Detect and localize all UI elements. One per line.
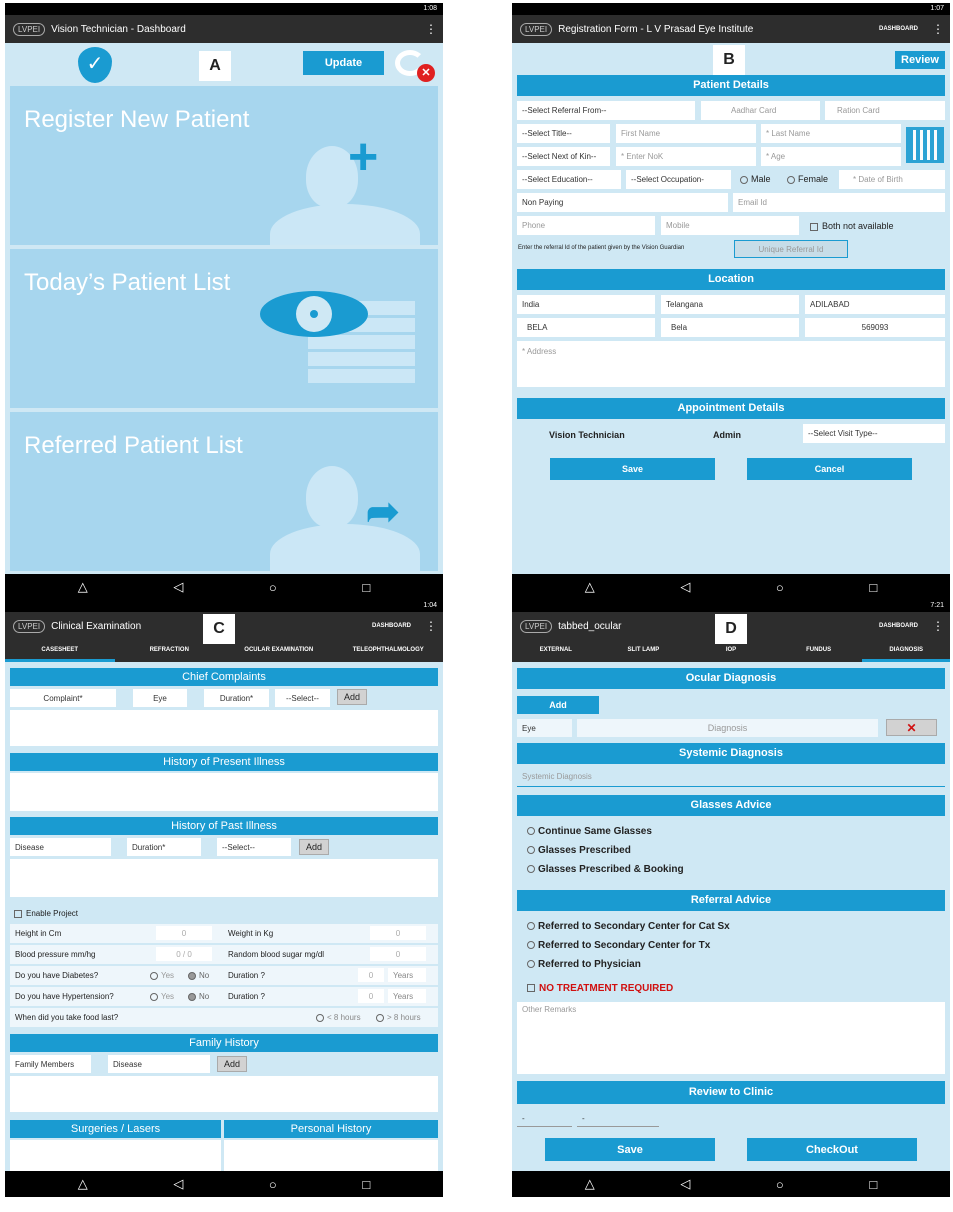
tile-title: Register New Patient bbox=[24, 106, 250, 133]
app-title: Clinical Examination bbox=[51, 620, 142, 632]
panel-clinical-exam bbox=[5, 600, 443, 1197]
remove-diagnosis-button[interactable] bbox=[886, 719, 937, 736]
option-label: Continue Same Glasses bbox=[538, 826, 652, 837]
height-field[interactable]: 0 bbox=[156, 926, 212, 940]
tab-external[interactable]: EXTERNAL bbox=[539, 646, 572, 653]
both-label: Both not available bbox=[822, 221, 894, 231]
disease-select[interactable]: Disease bbox=[10, 838, 111, 856]
state-select[interactable]: Telangana bbox=[661, 295, 799, 314]
education-select[interactable]: --Select Education-- bbox=[517, 170, 621, 189]
diabetes-row bbox=[10, 966, 438, 985]
country-select[interactable]: India bbox=[517, 295, 655, 314]
recents-icon[interactable]: □ bbox=[869, 579, 878, 595]
register-new-patient-tile[interactable] bbox=[10, 86, 438, 245]
village-select[interactable]: Bela bbox=[661, 318, 799, 337]
radio-checked-icon bbox=[188, 993, 196, 1001]
option-label: Referred to Secondary Center for Cat Sx bbox=[538, 921, 730, 932]
circle-icon[interactable]: ○ bbox=[775, 579, 784, 595]
android-nav-bar bbox=[5, 574, 443, 600]
add-disease-button[interactable]: Add bbox=[299, 839, 329, 855]
duration-label: Duration ? bbox=[228, 971, 265, 980]
complaints-list bbox=[10, 710, 438, 746]
years-label: Years bbox=[388, 989, 426, 1003]
status-bar: 1:07 bbox=[512, 3, 950, 15]
occupation-select[interactable]: --Select Occupation- bbox=[626, 170, 731, 189]
first-name-field[interactable]: First Name bbox=[616, 124, 756, 143]
radio-icon bbox=[316, 1014, 324, 1022]
eye-select[interactable]: Eye bbox=[517, 719, 572, 737]
height-label: Height in Cm bbox=[15, 929, 62, 938]
home-icon[interactable]: △ bbox=[77, 579, 88, 594]
panel-label: C bbox=[203, 614, 235, 644]
add-family-button[interactable]: Add bbox=[217, 1056, 247, 1072]
app-logo: LVPEI bbox=[520, 23, 552, 36]
personal-history-header: Personal History bbox=[224, 1120, 438, 1138]
systemic-diagnosis-header: Systemic Diagnosis bbox=[517, 743, 945, 764]
ration-card-field[interactable]: Ration Card bbox=[825, 101, 945, 120]
save-button[interactable]: Save bbox=[545, 1138, 715, 1161]
rbs-field[interactable]: 0 bbox=[370, 947, 426, 961]
hypertension-no-radio[interactable] bbox=[188, 992, 209, 1001]
review-clinic-header: Review to Clinic bbox=[517, 1081, 945, 1104]
more-menu-icon[interactable]: ⋮ bbox=[425, 22, 437, 36]
app-title: Registration Form - L V Prasad Eye Institute bbox=[558, 23, 754, 35]
diabetes-yes-radio[interactable] bbox=[150, 971, 174, 980]
app-logo: LVPEI bbox=[13, 620, 45, 633]
recents-icon[interactable]: □ bbox=[362, 1176, 371, 1192]
duration-field[interactable]: Duration* bbox=[204, 689, 269, 707]
glasses-prescribed-radio[interactable] bbox=[527, 845, 631, 856]
weight-field[interactable]: 0 bbox=[370, 926, 426, 940]
location-header: Location bbox=[517, 269, 945, 290]
years-label: Years bbox=[388, 968, 426, 982]
lt8-label: < 8 hours bbox=[327, 1013, 361, 1022]
present-illness-header: History of Present Illness bbox=[10, 753, 438, 771]
present-illness-field[interactable] bbox=[10, 773, 438, 811]
diabetes-no-radio[interactable] bbox=[188, 971, 209, 980]
radio-icon bbox=[527, 941, 535, 949]
lt8-radio[interactable] bbox=[316, 1013, 361, 1022]
android-nav-bar bbox=[5, 1171, 443, 1197]
continue-glasses-radio[interactable] bbox=[527, 826, 652, 837]
nok-field[interactable]: * Enter NoK bbox=[616, 147, 756, 166]
chief-complaints-header: Chief Complaints bbox=[10, 668, 438, 686]
paying-select[interactable]: Non Paying bbox=[517, 193, 728, 212]
tab-casesheet[interactable]: CASESHEET bbox=[5, 640, 115, 662]
option-label: Glasses Prescribed bbox=[538, 845, 631, 856]
unique-referral-field[interactable]: Unique Referral Id bbox=[734, 240, 848, 258]
ref-cat-sx-radio[interactable] bbox=[527, 921, 730, 932]
aadhar-card-field[interactable]: Aadhar Card bbox=[701, 101, 820, 120]
recents-icon[interactable]: □ bbox=[869, 1176, 878, 1192]
appointment-header: Appointment Details bbox=[517, 398, 945, 419]
enable-project-label: Enable Project bbox=[26, 909, 79, 918]
gt8-radio[interactable] bbox=[376, 1013, 421, 1022]
vitals-row-height bbox=[10, 924, 438, 943]
food-row bbox=[10, 1008, 438, 1027]
panel-registration bbox=[512, 3, 950, 600]
add-diagnosis-button[interactable]: Add bbox=[517, 696, 599, 714]
male-label: Male bbox=[751, 174, 771, 184]
no-treatment-checkbox[interactable] bbox=[527, 983, 673, 994]
enable-project-checkbox[interactable] bbox=[14, 909, 78, 918]
checkmark-shield-icon: ✓ bbox=[78, 47, 112, 83]
phone-field[interactable]: Phone bbox=[517, 216, 655, 235]
no-treatment-label: NO TREATMENT REQUIRED bbox=[539, 983, 674, 994]
referral-note: Enter the referral Id of the patient given by the Vision Guardian bbox=[518, 245, 685, 251]
referral-advice-header: Referral Advice bbox=[517, 890, 945, 911]
app-bar bbox=[512, 15, 950, 43]
panel-dashboard bbox=[5, 3, 443, 600]
tab-teleophthalmology[interactable]: TELEOPHTHALMOLOGY bbox=[352, 646, 424, 653]
diabetes-label: Do you have Diabetes? bbox=[15, 971, 99, 980]
duration-label: Duration ? bbox=[228, 992, 265, 1001]
diabetes-duration-field[interactable]: 0 bbox=[358, 968, 384, 982]
systemic-diagnosis-field[interactable]: Systemic Diagnosis bbox=[517, 767, 945, 787]
error-badge-icon: ✕ bbox=[417, 64, 435, 82]
address-field[interactable]: * Address bbox=[517, 341, 945, 387]
panel-diagnosis bbox=[512, 600, 950, 1197]
checkout-button[interactable]: CheckOut bbox=[747, 1138, 917, 1161]
more-menu-icon[interactable]: ⋮ bbox=[425, 619, 437, 633]
eye-select[interactable]: Eye bbox=[133, 689, 187, 707]
review-select-1[interactable]: - bbox=[517, 1110, 572, 1127]
both-not-available-checkbox[interactable] bbox=[810, 221, 894, 231]
option-label: Referred to Physician bbox=[538, 959, 641, 970]
review-button[interactable]: Review bbox=[895, 51, 945, 69]
review-select-2[interactable]: - bbox=[577, 1110, 659, 1127]
vitals-row-bp bbox=[10, 945, 438, 964]
hypertension-label: Do you have Hypertension? bbox=[15, 992, 114, 1001]
pincode-field[interactable]: 569093 bbox=[805, 318, 945, 337]
option-label: Glasses Prescribed & Booking bbox=[538, 864, 684, 875]
more-menu-icon[interactable]: ⋮ bbox=[932, 22, 944, 36]
mandal-select[interactable]: BELA bbox=[517, 318, 655, 337]
next-of-kin-select[interactable]: --Select Next of Kin-- bbox=[517, 147, 610, 166]
back-icon[interactable]: ◁ bbox=[680, 1176, 691, 1191]
checkbox-icon bbox=[810, 223, 818, 231]
no-label: No bbox=[199, 992, 210, 1001]
complaint-select[interactable]: Complaint* bbox=[10, 689, 116, 707]
tab-slit-lamp[interactable]: SLIT LAMP bbox=[627, 646, 660, 653]
email-field[interactable]: Email Id bbox=[733, 193, 945, 212]
last-name-field[interactable]: * Last Name bbox=[761, 124, 901, 143]
visit-type-select[interactable]: --Select Visit Type-- bbox=[803, 424, 945, 443]
panel-label: A bbox=[199, 51, 231, 81]
dashboard-link[interactable]: DASHBOARD bbox=[879, 623, 918, 629]
tile-title: Today’s Patient List bbox=[24, 269, 231, 296]
android-nav-bar bbox=[512, 1171, 950, 1197]
gt8-label: > 8 hours bbox=[387, 1013, 421, 1022]
mobile-field[interactable]: Mobile bbox=[661, 216, 799, 235]
radio-icon bbox=[150, 972, 158, 980]
tab-fundus[interactable]: FUNDUS bbox=[806, 646, 832, 653]
save-button[interactable]: Save bbox=[550, 458, 715, 480]
district-select[interactable]: ADILABAD bbox=[805, 295, 945, 314]
checkbox-icon bbox=[527, 984, 535, 992]
qr-scan-icon[interactable] bbox=[906, 127, 944, 163]
past-illness-list bbox=[10, 859, 438, 897]
cancel-button[interactable]: Cancel bbox=[747, 458, 912, 480]
android-nav-bar bbox=[512, 574, 950, 600]
referral-from-select[interactable]: --Select Referral From-- bbox=[517, 101, 695, 120]
family-history-header: Family History bbox=[10, 1034, 438, 1052]
glasses-booking-radio[interactable] bbox=[527, 864, 684, 875]
eye-icon bbox=[260, 291, 368, 337]
checkbox-icon bbox=[14, 910, 22, 918]
past-duration-field[interactable]: Duration* bbox=[127, 838, 201, 856]
add-complaint-button[interactable]: Add bbox=[337, 689, 367, 705]
person-forward-icon: ➦ bbox=[270, 466, 420, 571]
more-menu-icon[interactable]: ⋮ bbox=[932, 619, 944, 633]
food-label: When did you take food last? bbox=[15, 1013, 119, 1022]
female-label: Female bbox=[798, 174, 829, 184]
surgeries-header: Surgeries / Lasers bbox=[10, 1120, 221, 1138]
app-logo: LVPEI bbox=[13, 23, 45, 36]
referred-patient-list-tile[interactable] bbox=[10, 412, 438, 571]
ref-physician-radio[interactable] bbox=[527, 959, 641, 970]
no-label: No bbox=[199, 971, 210, 980]
weight-label: Weight in Kg bbox=[228, 929, 274, 938]
status-bar: 7:21 bbox=[512, 600, 950, 612]
panel-label: B bbox=[713, 45, 745, 75]
tab-iop[interactable]: IOP bbox=[725, 646, 737, 653]
dashboard-link[interactable]: DASHBOARD bbox=[372, 623, 411, 629]
bp-label: Blood pressure mm/hg bbox=[15, 950, 96, 959]
family-history-list bbox=[10, 1076, 438, 1112]
radio-icon bbox=[527, 922, 535, 930]
sync-error-icon[interactable] bbox=[393, 48, 435, 80]
update-button[interactable]: Update bbox=[303, 51, 384, 75]
recents-icon[interactable]: □ bbox=[362, 579, 371, 595]
person-add-icon: + bbox=[270, 146, 420, 245]
option-label: Referred to Secondary Center for Tx bbox=[538, 940, 711, 951]
circle-icon[interactable]: ○ bbox=[775, 1176, 784, 1192]
tile-title: Referred Patient List bbox=[24, 432, 243, 459]
family-members-select[interactable]: Family Members bbox=[10, 1055, 91, 1073]
family-disease-select[interactable]: Disease bbox=[108, 1055, 210, 1073]
circle-icon[interactable]: ○ bbox=[268, 1176, 277, 1192]
radio-icon bbox=[150, 993, 158, 1001]
tab-refraction[interactable]: REFRACTION bbox=[149, 646, 189, 653]
app-title: tabbed_ocular bbox=[558, 620, 622, 632]
gender-female-radio[interactable] bbox=[787, 174, 828, 184]
dashboard-link[interactable]: DASHBOARD bbox=[879, 26, 918, 32]
radio-icon bbox=[740, 176, 748, 184]
home-icon[interactable]: △ bbox=[584, 1176, 595, 1191]
gender-male-radio[interactable] bbox=[740, 174, 771, 184]
bp-field[interactable]: 0 / 0 bbox=[156, 947, 212, 961]
app-title: Vision Technician - Dashboard bbox=[51, 23, 186, 35]
hypertension-duration-field[interactable]: 0 bbox=[358, 989, 384, 1003]
radio-icon bbox=[527, 960, 535, 968]
app-bar bbox=[5, 15, 443, 43]
radio-icon bbox=[527, 846, 535, 854]
past-illness-header: History of Past Illness bbox=[10, 817, 438, 835]
yes-label: Yes bbox=[161, 971, 175, 980]
ref-tx-radio[interactable] bbox=[527, 940, 710, 951]
radio-icon bbox=[787, 176, 795, 184]
back-icon[interactable]: ◁ bbox=[680, 579, 691, 594]
circle-icon[interactable]: ○ bbox=[268, 579, 277, 595]
patient-details-header: Patient Details bbox=[517, 75, 945, 96]
title-select[interactable]: --Select Title-- bbox=[517, 124, 610, 143]
todays-patient-list-tile[interactable] bbox=[10, 249, 438, 408]
duration-unit-select[interactable]: --Select-- bbox=[275, 689, 330, 707]
tab-ocular-examination[interactable]: OCULAR EXAMINATION bbox=[244, 646, 314, 653]
radio-icon bbox=[527, 865, 535, 873]
radio-icon bbox=[376, 1014, 384, 1022]
rbs-label: Random blood sugar mg/dl bbox=[228, 950, 325, 959]
app-logo: LVPEI bbox=[520, 620, 552, 633]
home-icon[interactable]: △ bbox=[77, 1176, 88, 1191]
yes-label: Yes bbox=[161, 992, 175, 1001]
glasses-advice-header: Glasses Advice bbox=[517, 795, 945, 816]
home-icon[interactable]: △ bbox=[584, 579, 595, 594]
status-bar: 1:08 bbox=[5, 3, 443, 15]
ocular-diagnosis-header: Ocular Diagnosis bbox=[517, 668, 945, 689]
radio-checked-icon bbox=[188, 972, 196, 980]
diagnosis-field[interactable]: Diagnosis bbox=[577, 719, 878, 737]
back-icon[interactable]: ◁ bbox=[173, 1176, 184, 1191]
hypertension-row bbox=[10, 987, 438, 1006]
other-remarks-field[interactable]: Other Remarks bbox=[517, 1002, 945, 1074]
dob-field[interactable]: * Date of Birth bbox=[839, 170, 945, 189]
hypertension-yes-radio[interactable] bbox=[150, 992, 174, 1001]
vision-technician-label: Vision Technician bbox=[549, 430, 625, 440]
past-duration-unit-select[interactable]: --Select-- bbox=[217, 838, 291, 856]
status-bar: 1:04 bbox=[5, 600, 443, 612]
admin-label: Admin bbox=[713, 430, 741, 440]
age-field[interactable]: * Age bbox=[761, 147, 901, 166]
tab-diagnosis[interactable]: DIAGNOSIS bbox=[862, 640, 950, 662]
close-icon: ✕ bbox=[906, 720, 917, 735]
panel-label: D bbox=[715, 614, 747, 644]
back-icon[interactable]: ◁ bbox=[173, 579, 184, 594]
radio-icon bbox=[527, 827, 535, 835]
